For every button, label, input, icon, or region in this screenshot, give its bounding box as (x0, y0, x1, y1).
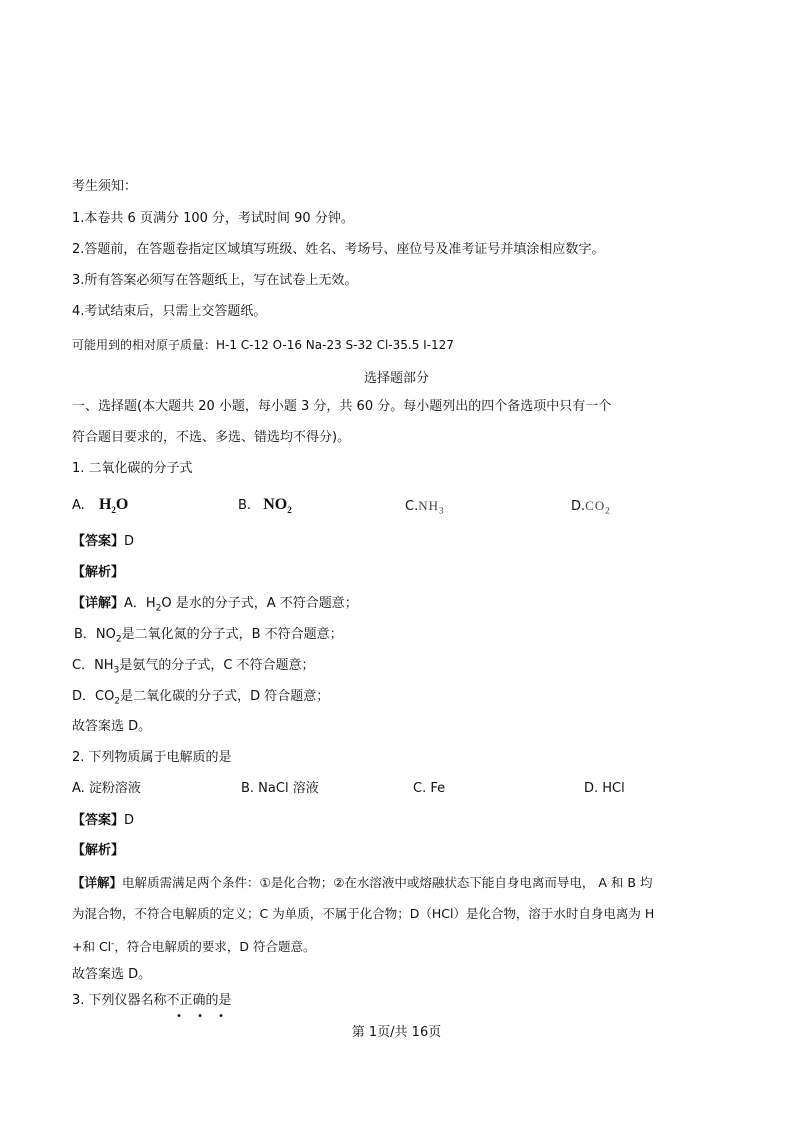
q2-answer: 【答案】D (72, 813, 135, 828)
notice-title: 考生须知： (72, 179, 138, 194)
page-footer: 第 1页/共 16页 (351, 1025, 442, 1040)
q1-detail-1: 【详解】A．$H_2O$ 是水的分子式，A 不符合题意； (72, 596, 358, 614)
q2-detail-1: 【详解】电解质需满足两个条件：①是化合物；②在水溶液中或熔融状态下能自身电离而导电， A 和 B 均 (72, 875, 653, 890)
q2-option-d: D. HCl (584, 781, 625, 796)
q2-option-a: A. 淀粉溶液 (72, 781, 141, 796)
q1-analysis-tag: 【解析】 (72, 565, 125, 580)
q1-answer: 【答案】D (72, 534, 135, 549)
q1-option-d: $D.CO_2$ (571, 498, 611, 516)
q1-option-c: $C.NH_3$ (405, 498, 445, 516)
q1-option-a: A. $H_2O$ (72, 496, 129, 516)
notice-item-1: 1.本卷共 6 页满分 100 分，考试时间 90 分钟。 (72, 211, 354, 226)
emphasis-dots: • • • (176, 1011, 231, 1022)
atomic-mass-line: 可能用到的相对原子质量：H-1 C-12 O-16 Na-23 S-32 Cl-35.5 I-127 (72, 338, 454, 352)
q1-detail-2: B．$NO_2$是二氧化氮的分子式，B 不符合题意； (74, 627, 343, 645)
section-intro-2: 符合题目要求的，不选、多选、错选均不得分)。 (72, 430, 351, 445)
section-intro-1: 一、选择题(本大题共 20 小题，每小题 3 分，共 60 分。每小题列出的四个备选项中只有一个 (72, 399, 612, 414)
q2-option-b: B. NaCl 溶液 (241, 781, 319, 796)
notice-item-4: 4.考试结束后，只需上交答题纸。 (72, 304, 267, 319)
q1-detail-4: D．$CO_2$是二氧化碳的分子式，D 符合题意； (72, 689, 330, 707)
q2-conclusion: 故答案选 D。 (72, 967, 152, 982)
notice-item-2: 2.答题前，在答题卷指定区域填写班级、姓名、考场号、座位号及准考证号并填涂相应数字。 (72, 242, 605, 257)
q1-stem: 1. 二氧化碳的分子式 (72, 461, 193, 476)
notice-item-3: 3.所有答案必须写在答题纸上，写在试卷上无效。 (72, 273, 358, 288)
q2-option-c: C. Fe (413, 781, 446, 796)
q2-stem: 2. 下列物质属于电解质的是 (72, 750, 232, 765)
q2-detail-3: +和 Cl-，符合电解质的要求，D 符合题意。 (72, 939, 316, 955)
q2-analysis-tag: 【解析】 (72, 843, 125, 858)
q1-detail-3: C．$NH_3$是氨气的分子式，C 不符合题意； (72, 658, 315, 676)
q1-conclusion: 故答案选 D。 (72, 719, 152, 734)
q1-option-b: B. $NO_2$ (238, 496, 292, 516)
q3-stem: 3. 下列仪器名称不正确的是 (72, 993, 232, 1008)
section-title: 选择题部分 (363, 371, 429, 386)
q2-detail-2: 为混合物，不符合电解质的定义；C 为单质，不属于化合物；D（HCl）是化合物，溶于水时自身电离为 H (72, 906, 655, 921)
